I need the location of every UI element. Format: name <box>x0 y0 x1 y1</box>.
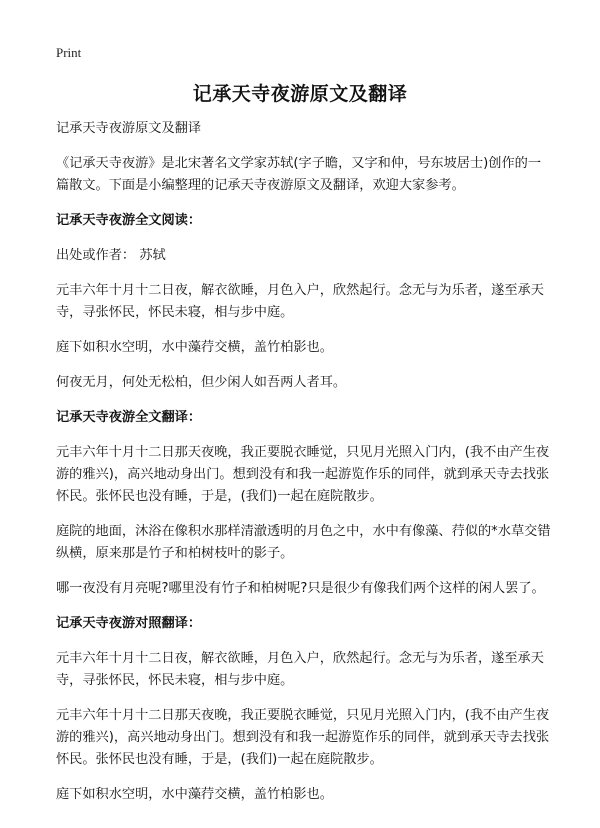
section-heading-comparison: 记承天寺夜游对照翻译： <box>56 616 202 631</box>
intro-paragraph: 《记承天寺夜游》是北宋著名文学家苏轼(字子瞻，又字和仲，号东坡居士)创作的一篇散文。下面是小编整理的记承天寺夜游原文及翻译，欢迎大家参考。 <box>56 156 542 193</box>
original-paragraph: 元丰六年十月十二日夜，解衣欲睡，月色入户，欣然起行。念无与为乐者，遂至承天寺，寻张怀民，怀民未寝，相与步中庭。 <box>56 283 544 320</box>
author-line: 出处或作者： 苏轼 <box>56 248 166 263</box>
translation-paragraph: 元丰六年十月十二日那天夜晚，我正要脱衣睡觉，只见月光照入门内，(我不由产生夜游的雅兴)，高兴地动身出门。想到没有和我一起游览作乐的同伴，就到承天寺去找张怀民。张怀民也没有睡，于是，(我们)一起在庭院散步。 <box>56 445 550 504</box>
intro-subtitle: 记承天寺夜游原文及翻译 <box>56 121 202 136</box>
page-title: 记承天寺夜游原文及翻译 <box>192 83 408 105</box>
original-paragraph: 何夜无月，何处无松柏，但少闲人如吾两人者耳。 <box>56 375 347 390</box>
article-body <box>56 118 552 819</box>
section-heading-original: 记承天寺夜游全文阅读： <box>56 213 202 228</box>
print-link[interactable]: Print <box>56 45 82 60</box>
comparison-paragraph: 元丰六年十月十二日夜，解衣欲睡，月色入户，欣然起行。念无与为乐者，遂至承天寺，寻张怀民，怀民未寝，相与步中庭。 <box>56 651 544 688</box>
translation-paragraph: 庭院的地面，沐浴在像积水那样清澈透明的月色之中，水中有像藻、荇似的*水草交错纵横，原来那是竹子和柏树枝叶的影子。 <box>56 524 551 561</box>
comparison-paragraph: 元丰六年十月十二日那天夜晚，我正要脱衣睡觉，只见月光照入门内，(我不由产生夜游的雅兴)，高兴地动身出门。想到没有和我一起游览作乐的同伴，就到承天寺去找张怀民。张怀民也没有睡，于是，(我们)一起在庭院散步。 <box>56 708 550 767</box>
section-heading-translation: 记承天寺夜游全文翻译： <box>56 410 202 425</box>
comparison-paragraph: 庭下如积水空明，水中藻荇交横，盖竹柏影也。 <box>56 787 333 802</box>
original-paragraph: 庭下如积水空明，水中藻荇交横，盖竹柏影也。 <box>56 340 333 355</box>
translation-paragraph: 哪一夜没有月亮呢?哪里没有竹子和柏树呢?只是很少有像我们两个这样的闲人罢了。 <box>56 581 545 596</box>
